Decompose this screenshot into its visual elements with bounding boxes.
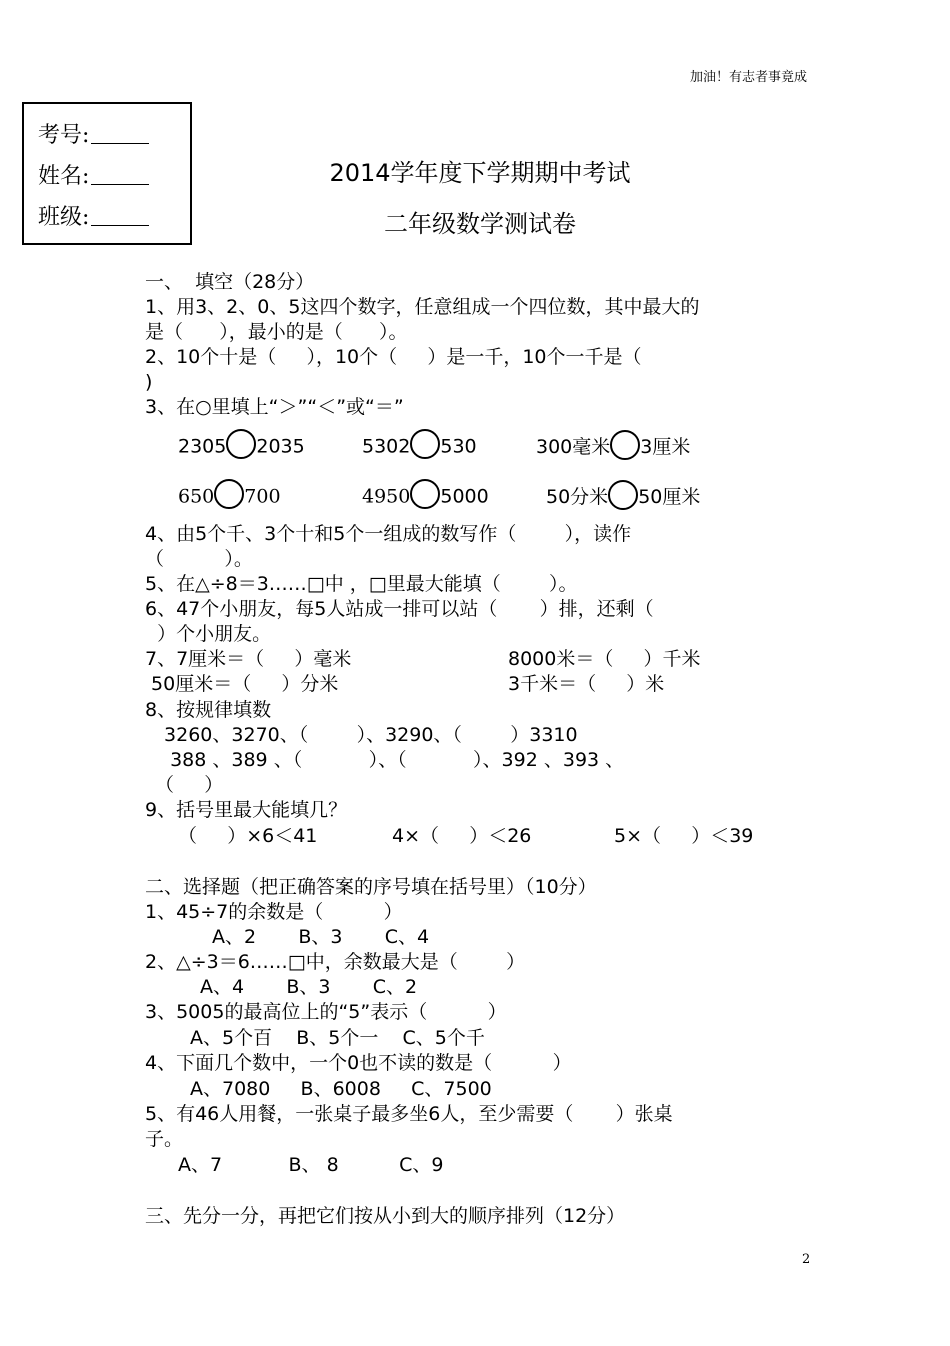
q9-item-b: 4×（ ）＜26: [392, 825, 532, 847]
s2-q2-options: A、4 B、3 C、2: [200, 976, 418, 998]
q2-line-a: 2、10个十是（ ），10个（ ）是一千，10个一千是（: [145, 346, 642, 368]
q9-item-c: 5×（ ）＜39: [614, 825, 754, 847]
q8-sequence-c: （ ）: [155, 774, 224, 796]
q6-line-a: 6、47个小朋友，每5人站成一排可以站（ ）排，还剩（: [145, 598, 654, 620]
exam-number-label: 考号:: [38, 123, 90, 148]
s2-q5-line-a: 5、有46人用餐，一张桌子最多坐6人，至少需要（ ）张桌: [145, 1103, 673, 1125]
compare-item: 2305 2035: [178, 432, 305, 462]
q9-item-a: （ ）×6＜41: [178, 825, 318, 847]
header-motto: 加油！有志者事竟成: [689, 70, 807, 85]
q7-line-b2: 3千米＝（ ）米: [508, 673, 665, 695]
title-line-2: 二年级数学测试卷: [384, 210, 576, 238]
section1-heading: 一、 填空（28分）: [145, 271, 315, 293]
name-row: [38, 159, 149, 190]
name-blank: [91, 164, 149, 185]
title-line-1: 2014学年度下学期期中考试: [329, 159, 631, 187]
compare-circle[interactable]: [214, 479, 244, 509]
q1-line-b: 是（ ），最小的是（ ）。: [145, 321, 408, 343]
compare-item: 300毫米 3厘米: [536, 432, 690, 463]
compare-circle[interactable]: [610, 430, 640, 460]
q7-line-b1: 50厘米＝（ ）分米: [145, 673, 339, 695]
name-label: 姓名:: [38, 164, 90, 189]
s2-q3-options: A、5个百 B、5个一 C、5个千: [190, 1027, 485, 1049]
q3-line: 3、在○里填上“＞”“＜”或“＝”: [145, 396, 404, 418]
student-id-box: [22, 102, 192, 245]
q2-line-b: ): [145, 371, 153, 393]
q6-line-b: ）个小朋友。: [145, 623, 272, 645]
q1-line-a: 1、用3、2、0、5这四个数字，任意组成一个四位数，其中最大的: [145, 296, 700, 318]
q4-line-a: 4、由5个千、3个十和5个一组成的数写作（ ），读作: [145, 523, 632, 545]
s2-q1: 1、45÷7的余数是（ ）: [145, 901, 403, 923]
s2-q5-options: A、7 B、 8 C、9: [178, 1154, 444, 1176]
s2-q5-line-b: 子。: [145, 1128, 184, 1150]
compare-circle[interactable]: [410, 479, 440, 509]
class-row: [38, 200, 149, 231]
q5-line: 5、在△÷8＝3……□中 ，□里最大能填（ ）。: [145, 573, 578, 595]
q8-line: 8、按规律填数: [145, 699, 272, 721]
class-blank: [91, 205, 149, 226]
compare-item: 5302 530: [362, 432, 477, 462]
q8-sequence-b: 388 、389 、（ ）、（ ）、392 、393 、: [158, 749, 625, 771]
compare-item: 50分米 50厘米: [546, 482, 700, 513]
s2-q4-options: A、7080 B、6008 C、7500: [190, 1078, 492, 1100]
s2-q3: 3、5005的最高位上的“5”表示（ ）: [145, 1001, 507, 1023]
s2-q2: 2、△÷3＝6……□中，余数最大是（ ）: [145, 951, 526, 973]
compare-item: 650 700: [178, 482, 281, 512]
q7-line-a2: 8000米＝（ ）千米: [508, 648, 701, 670]
q9-line: 9、括号里最大能填几？: [145, 799, 348, 821]
s2-q1-options: A、2 B、3 C、4: [212, 926, 430, 948]
exam-number-blank: [91, 123, 149, 144]
section2-heading: 二、选择题（把正确答案的序号填在括号里）（10分）: [145, 876, 597, 898]
compare-circle[interactable]: [608, 480, 638, 510]
q8-sequence-a: 3260、3270、（ ）、3290、（ ）3310: [158, 724, 578, 746]
q7-line-a1: 7、7厘米＝（ ）毫米: [145, 648, 352, 670]
q4-line-b: （ ）。: [145, 548, 253, 570]
compare-circle[interactable]: [226, 429, 256, 459]
page-number: 2: [802, 1252, 811, 1267]
section3-heading: 三、先分一分，再把它们按从小到大的顺序排列（12分）: [145, 1205, 626, 1227]
s2-q4: 4、下面几个数中，一个0也不读的数是（ ）: [145, 1052, 572, 1074]
class-label: 班级:: [38, 205, 90, 230]
exam-number-row: [38, 118, 149, 149]
compare-circle[interactable]: [410, 429, 440, 459]
compare-item: 4950 5000: [362, 482, 489, 512]
